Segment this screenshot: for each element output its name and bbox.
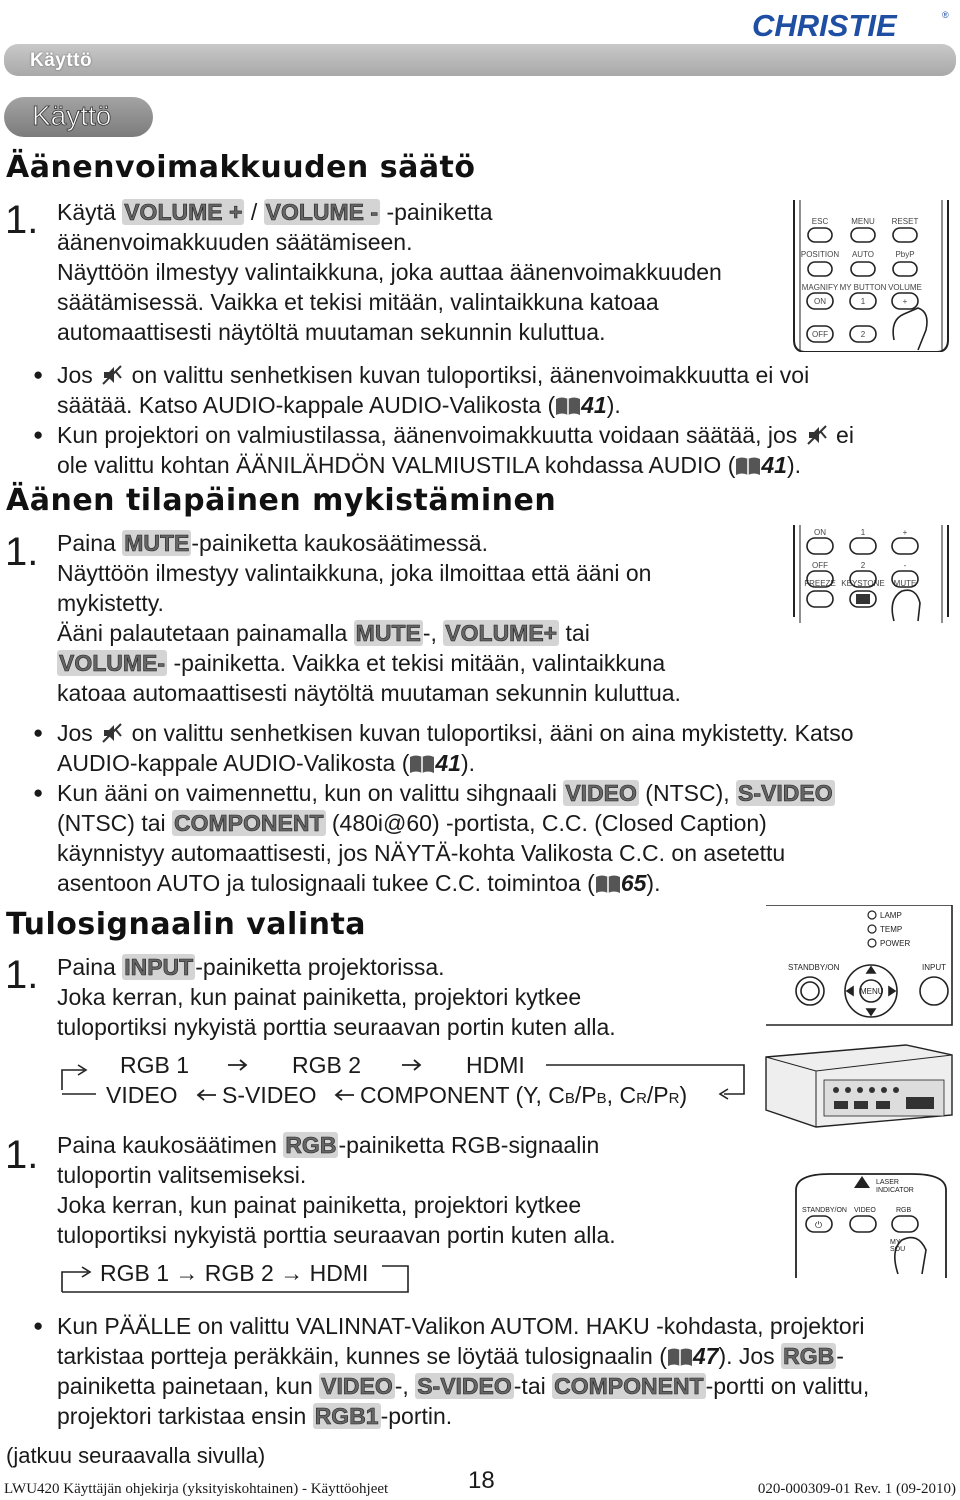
input-heading: Tulosignaalin valinta bbox=[6, 907, 367, 942]
logo-text: CHRISTIE bbox=[752, 8, 897, 43]
svg-text:RGB: RGB bbox=[896, 1207, 912, 1214]
page-header-bar bbox=[4, 44, 956, 76]
svg-text:PbyP: PbyP bbox=[895, 250, 915, 259]
input-bullet-line-4: projektori tarkistaa ensin RGB1-portin. bbox=[57, 1403, 453, 1429]
svg-text:FREEZE: FREEZE bbox=[804, 579, 836, 588]
input-step1-line-1: Paina INPUT-painiketta projektorissa. bbox=[57, 954, 445, 980]
mute-heading: Äänen tilapäinen mykistäminen bbox=[6, 483, 557, 518]
laser-indicator-label: LASER bbox=[876, 1179, 899, 1186]
svg-text:MY: MY bbox=[890, 1239, 901, 1246]
svg-text:+: + bbox=[902, 297, 908, 306]
book-icon bbox=[667, 1347, 693, 1367]
volume-bullet-1-line-2: säätää. Katso AUDIO-kappale AUDIO-Valikosta ( 41). bbox=[57, 392, 621, 418]
flow-rgb2: RGB 2 bbox=[292, 1052, 362, 1078]
svg-text:MENU: MENU bbox=[851, 217, 875, 226]
flow-svideo: S-VIDEO bbox=[222, 1082, 317, 1108]
mute-step-line-4: Ääni palautetaan painamalla MUTE-, VOLUME+ tai bbox=[57, 620, 590, 646]
remote-rgb-illustration bbox=[790, 1170, 952, 1278]
svg-text:2: 2 bbox=[860, 330, 866, 339]
svg-text:2: 2 bbox=[860, 561, 866, 570]
svg-text:ON: ON bbox=[814, 528, 826, 537]
svg-text:POWER: POWER bbox=[880, 939, 911, 948]
svg-text:VOLUME: VOLUME bbox=[888, 283, 922, 292]
svg-text:MY BUTTON: MY BUTTON bbox=[839, 283, 887, 292]
input-step2-line-4: tuloportiksi nykyistä porttia seuraavan portin kuten alla. bbox=[57, 1222, 616, 1248]
mute-step-line-2: Näyttöön ilmestyy valintaikkuna, joka ilmoittaa että ääni on bbox=[57, 560, 652, 586]
book-icon bbox=[409, 754, 435, 774]
footer-doc-title: LWU420 Käyttäjän ohjekirja (yksityiskohtainen) - Käyttöohjeet bbox=[4, 1481, 389, 1497]
mute-step-line-3: mykistetty. bbox=[57, 590, 164, 616]
mute-step-line-6: katoaa automaattisesti näytöltä muutaman sekunnin kuluttua. bbox=[57, 680, 681, 706]
volume-step-line-1: Käytä VOLUME + / VOLUME - -painiketta bbox=[57, 199, 493, 225]
input-bullet-line-3: painiketta painetaan, kun VIDEO-, S-VIDEO-tai COMPONENT-portti on valittu, bbox=[57, 1373, 870, 1399]
mute-speaker-icon bbox=[101, 364, 123, 386]
mute-speaker-icon bbox=[806, 424, 828, 446]
volume-step-line-3: Näyttöön ilmestyy valintaikkuna, joka auttaa äänenvoimakkuuden bbox=[57, 259, 722, 285]
input-bullet-line-1: ● Kun PÄÄLLE on valittu VALINNAT-Valikon AUTOM. HAKU -kohdasta, projektori bbox=[57, 1311, 864, 1341]
svg-text:KEYSTONE: KEYSTONE bbox=[841, 579, 885, 588]
svg-text:1: 1 bbox=[860, 297, 866, 306]
volume-step-line-4: säätämisessä. Vaikka et tekisi mitään, valintaikkuna katoaa bbox=[57, 289, 659, 315]
flow-component: COMPONENT (Y, CB/PB, CR/PR) bbox=[360, 1082, 688, 1108]
svg-text:STANDBY/ON: STANDBY/ON bbox=[802, 1207, 847, 1214]
input-bullet-line-2: tarkistaa portteja peräkkäin, kunnes se löytää tulosignaalin ( 47). Jos RGB- bbox=[57, 1343, 844, 1369]
continue-note: (jatkuu seuraavalla sivulla) bbox=[6, 1443, 266, 1468]
svg-text:TEMP: TEMP bbox=[880, 925, 903, 934]
volume-step-line-5: automaattisesti näytöltä muutaman sekunnin kuluttua. bbox=[57, 319, 606, 345]
step-number: 1. bbox=[5, 198, 39, 242]
svg-text:STANDBY/ON: STANDBY/ON bbox=[788, 963, 840, 972]
input-step2-line-1: Paina kaukosäätimen RGB-painiketta RGB-signaalin bbox=[57, 1132, 600, 1158]
svg-text:OFF: OFF bbox=[812, 330, 828, 339]
flow-video: VIDEO bbox=[106, 1082, 178, 1108]
input-step2-line-2: tuloportin valitsemiseksi. bbox=[57, 1162, 307, 1188]
svg-text:VIDEO: VIDEO bbox=[854, 1207, 876, 1214]
svg-text:MUTE: MUTE bbox=[893, 579, 917, 588]
input-step1-line-3: tuloportiksi nykyistä porttia seuraavan portin kuten alla. bbox=[57, 1014, 616, 1040]
svg-text:MAGNIFY: MAGNIFY bbox=[801, 283, 839, 292]
mute-bullet-2-line-4: asentoon AUTO ja tulosignaali tukee C.C. toimintoa ( 65). bbox=[57, 870, 661, 896]
input-step1-line-2: Joka kerran, kun painat painiketta, projektori kytkee bbox=[57, 984, 582, 1010]
svg-text:1: 1 bbox=[860, 528, 866, 537]
flow-rgb1: RGB 1 bbox=[120, 1052, 190, 1078]
mute-bullet-1-line-2: AUDIO-kappale AUDIO-Valikosta ( 41). bbox=[57, 750, 476, 776]
svg-text:MENU: MENU bbox=[860, 987, 884, 996]
svg-text:RESET: RESET bbox=[891, 217, 919, 226]
svg-text:ESC: ESC bbox=[811, 217, 829, 226]
volume-bullet-1-line-1: ● Jos on valittu senhetkisen kuvan tuloportiksi, äänenvoimakkuutta ei voi bbox=[57, 360, 809, 390]
flow2-text: RGB 1 → RGB 2 → HDMI bbox=[100, 1260, 369, 1286]
svg-text:⏻: ⏻ bbox=[815, 1220, 823, 1230]
step-number: 1. bbox=[5, 953, 39, 997]
flow-hdmi: HDMI bbox=[466, 1052, 525, 1078]
svg-text:+: + bbox=[902, 528, 908, 537]
svg-text:SOU: SOU bbox=[890, 1246, 906, 1253]
book-icon bbox=[555, 396, 581, 416]
mute-bullet-2-line-2: (NTSC) tai COMPONENT (480i@60) -portista, C.C. (Closed Caption) bbox=[57, 810, 767, 836]
svg-text:ON: ON bbox=[814, 297, 826, 306]
book-icon bbox=[735, 456, 761, 476]
svg-text:®: ® bbox=[942, 10, 949, 20]
volume-heading: Äänenvoimakkuuden säätö bbox=[6, 150, 476, 185]
christie-logo bbox=[744, 6, 954, 44]
mute-bullet-2-line-1: ● Kun ääni on vaimennettu, kun on valittu sihgnaali VIDEO (NTSC), S-VIDEO bbox=[57, 778, 835, 808]
volume-bullet-2-line-2: ole valittu kohtan ÄÄNILÄHDÖN VALMIUSTILA kohdassa AUDIO ( 41). bbox=[57, 452, 802, 478]
svg-text:POSITION: POSITION bbox=[800, 250, 840, 259]
page-number: 18 bbox=[468, 1467, 495, 1494]
footer-revision: 020-000309-01 Rev. 1 (09-2010) bbox=[757, 1481, 956, 1497]
section-pill bbox=[4, 97, 153, 137]
header-title: Käyttö bbox=[30, 50, 93, 71]
remote-volume-illustration bbox=[790, 200, 952, 352]
mute-bullet-2-line-3: käynnistyy automaattisesti, jos NÄYTÄ-kohta Valikosta C.C. on asetettu bbox=[57, 840, 786, 866]
remote-mute-illustration bbox=[790, 525, 952, 625]
svg-text:INDICATOR: INDICATOR bbox=[876, 1187, 914, 1194]
svg-text:LAMP: LAMP bbox=[880, 911, 902, 920]
svg-text:INPUT: INPUT bbox=[922, 963, 946, 972]
mute-step-line-5: VOLUME- -painiketta. Vaikka et tekisi mitään, valintaikkuna bbox=[59, 650, 666, 676]
volume-step-line-2: äänenvoimakkuuden säätämiseen. bbox=[57, 229, 413, 255]
volume-bullet-2-line-1: ● Kun projektori on valmiustilassa, äänenvoimakkuutta voidaan säätää, jos ei bbox=[57, 420, 854, 450]
section-pill-label: Käyttö bbox=[32, 100, 112, 131]
mute-bullet-1-line-1: ● Jos on valittu senhetkisen kuvan tuloportiksi, ääni on aina mykistetty. Katso bbox=[57, 718, 853, 748]
svg-text:AUTO: AUTO bbox=[851, 250, 875, 259]
svg-text:OFF: OFF bbox=[812, 561, 828, 570]
mute-step-line-1: Paina MUTE-painiketta kaukosäätimessä. bbox=[57, 530, 488, 556]
book-icon bbox=[595, 874, 621, 894]
step-number: 1. bbox=[5, 1133, 39, 1177]
svg-text:-: - bbox=[903, 561, 907, 570]
input-step2-line-3: Joka kerran, kun painat painiketta, projektori kytkee bbox=[57, 1192, 582, 1218]
projector-panel-illustration bbox=[756, 905, 956, 1130]
step-number: 1. bbox=[5, 530, 39, 574]
mute-speaker-icon bbox=[101, 722, 123, 744]
